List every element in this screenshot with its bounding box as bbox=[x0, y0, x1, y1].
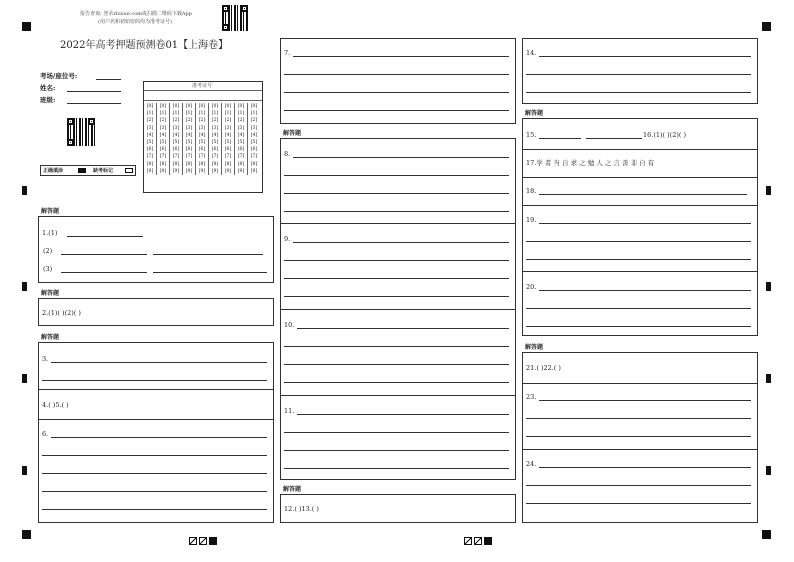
answer-line[interactable] bbox=[42, 473, 267, 474]
admission-digit-bubble[interactable]: [8] bbox=[196, 161, 209, 168]
admission-digit-bubble[interactable]: [2] bbox=[170, 117, 183, 124]
answer-line[interactable] bbox=[284, 74, 509, 75]
admission-digit-bubble[interactable]: [8] bbox=[170, 161, 183, 168]
answer-line[interactable] bbox=[539, 400, 751, 401]
admission-digit-bubble[interactable]: [0] bbox=[209, 103, 222, 110]
admission-digit-bubble[interactable]: [3] bbox=[209, 125, 222, 132]
section-heading: 解答题 bbox=[41, 290, 60, 297]
admission-digit-bubble[interactable]: [8] bbox=[146, 161, 154, 167]
answer-box-q15-q20 bbox=[522, 118, 758, 336]
admission-digit-bubble[interactable]: [2] bbox=[248, 117, 261, 124]
admission-digit-bubble[interactable]: [7] bbox=[146, 154, 154, 160]
admission-digit-bubble[interactable]: [0] bbox=[183, 103, 196, 110]
answer-line[interactable] bbox=[526, 503, 751, 504]
admission-digit-bubble[interactable]: [4] bbox=[157, 132, 170, 139]
admission-digit-bubble[interactable]: [2] bbox=[209, 117, 222, 124]
timing-mark bbox=[22, 374, 27, 383]
admission-digit-bubble[interactable]: [4] bbox=[235, 132, 248, 139]
q1-part3-line[interactable] bbox=[61, 272, 147, 273]
admission-digit-bubble[interactable]: [2] bbox=[222, 117, 235, 124]
q10-label: 10. bbox=[284, 321, 295, 329]
correct-fill-sample bbox=[78, 168, 86, 173]
admission-digit-bubble[interactable]: [5] bbox=[183, 139, 196, 146]
answer-line[interactable] bbox=[284, 468, 509, 469]
admission-digit-bubble[interactable]: [1] bbox=[157, 110, 170, 117]
registration-mark bbox=[22, 22, 31, 31]
q1-part3-line[interactable] bbox=[153, 272, 267, 273]
answer-line[interactable] bbox=[284, 364, 509, 365]
admission-digit-bubble[interactable]: [1] bbox=[248, 110, 261, 117]
q1-part1-label: 1.(1) bbox=[42, 229, 58, 237]
q23-label: 23. bbox=[526, 393, 537, 401]
answer-line[interactable] bbox=[284, 211, 509, 212]
admission-digit-bubble[interactable]: [3] bbox=[170, 125, 183, 132]
report-notice: 报告查询: 登录zhixue.com或扫描二维码下载App bbox=[80, 11, 192, 17]
admission-digit-bubble[interactable]: [7] bbox=[170, 153, 183, 160]
answer-line[interactable] bbox=[284, 193, 509, 194]
answer-line[interactable] bbox=[526, 485, 751, 486]
admission-digit-bubble[interactable]: [4] bbox=[183, 132, 196, 139]
admission-digit-bubble[interactable]: [7] bbox=[157, 153, 170, 160]
q11-label: 11. bbox=[284, 407, 295, 415]
q21-q22-label: 21.( )22.( ) bbox=[526, 364, 561, 372]
answer-line[interactable] bbox=[539, 138, 581, 139]
admission-digit-bubble[interactable]: [6] bbox=[170, 146, 183, 153]
answer-line[interactable] bbox=[526, 92, 751, 93]
q1-part2-label: (2) bbox=[43, 247, 53, 255]
admission-digit-bubble[interactable]: [0] bbox=[157, 103, 170, 110]
admission-digit-bubble[interactable]: [5] bbox=[209, 139, 222, 146]
registration-mark bbox=[762, 530, 771, 539]
page-marker bbox=[464, 530, 492, 549]
class-label: 班级: bbox=[40, 96, 56, 104]
answer-box-q12-q13 bbox=[280, 494, 516, 523]
q7-label: 7. bbox=[284, 49, 291, 57]
admission-title: 准考证号 bbox=[192, 83, 213, 89]
fill-legend bbox=[40, 165, 136, 176]
login-notice: (用户名和初始密码均为准考证号) bbox=[98, 19, 172, 25]
q9-label: 9. bbox=[284, 235, 291, 243]
answer-line[interactable] bbox=[42, 380, 267, 381]
admission-digit-bubble[interactable]: [1] bbox=[209, 110, 222, 117]
room-seat-field[interactable] bbox=[96, 79, 121, 80]
answer-line[interactable] bbox=[526, 436, 751, 437]
absent-mark-checkbox[interactable] bbox=[125, 168, 133, 173]
answer-box-q2 bbox=[38, 298, 274, 326]
timing-mark bbox=[766, 374, 771, 383]
answer-line[interactable] bbox=[539, 290, 751, 291]
answer-line[interactable] bbox=[284, 296, 509, 297]
admission-digit-bubble[interactable]: [1] bbox=[183, 110, 196, 117]
q19-label: 19. bbox=[526, 216, 537, 224]
section-heading: 解答题 bbox=[283, 486, 302, 493]
q1-part2-line[interactable] bbox=[153, 254, 263, 255]
q1-part1-line[interactable] bbox=[67, 236, 143, 237]
admission-digit-bubble[interactable]: [3] bbox=[146, 125, 154, 131]
admission-digit-bubble[interactable]: [9] bbox=[222, 168, 235, 175]
room-seat-label: 考场/座位号: bbox=[40, 72, 78, 80]
answer-line[interactable] bbox=[284, 110, 509, 111]
admission-digit-bubble[interactable]: [1] bbox=[222, 110, 235, 117]
admission-digit-bubble[interactable]: [6] bbox=[248, 146, 261, 153]
timing-mark bbox=[766, 186, 771, 195]
admission-digit-bubble[interactable]: [7] bbox=[183, 153, 196, 160]
admission-number-box bbox=[143, 81, 263, 193]
admission-digit-bubble[interactable]: [8] bbox=[157, 161, 170, 168]
q1-part3-label: (3) bbox=[43, 265, 53, 273]
admission-digit-bubble[interactable]: [6] bbox=[183, 146, 196, 153]
admission-digit-bubble[interactable]: [5] bbox=[146, 140, 154, 146]
q2-label: 2.(1)( )(2)( ) bbox=[42, 309, 81, 317]
admission-digit-bubble[interactable]: [6] bbox=[146, 147, 154, 153]
answer-line[interactable] bbox=[526, 259, 751, 260]
q18-label: 18. bbox=[526, 187, 537, 195]
timing-mark bbox=[766, 282, 771, 291]
answer-line[interactable] bbox=[42, 455, 267, 456]
admission-digit-bubble[interactable]: [9] bbox=[235, 168, 248, 175]
admission-digit-bubble[interactable]: [7] bbox=[196, 153, 209, 160]
answer-line[interactable] bbox=[586, 138, 642, 139]
timing-mark bbox=[22, 186, 27, 195]
page-title: 2022年高考押题预测卷01【上海卷】 bbox=[60, 40, 229, 51]
q8-label: 8. bbox=[284, 150, 291, 158]
q16-label: 16.(1)( )(2)( ) bbox=[643, 131, 687, 139]
section-heading: 解答题 bbox=[525, 344, 544, 351]
name-field[interactable] bbox=[67, 91, 121, 92]
admission-digit-bubble[interactable]: [6] bbox=[157, 146, 170, 153]
timing-mark bbox=[22, 282, 27, 291]
admission-digit-bubble[interactable]: [1] bbox=[235, 110, 248, 117]
admission-digit-grid[interactable] bbox=[144, 103, 260, 175]
admission-digit-bubble[interactable]: [8] bbox=[235, 161, 248, 168]
answer-line[interactable] bbox=[51, 437, 267, 438]
answer-line[interactable] bbox=[526, 418, 751, 419]
admission-digit-bubble[interactable]: [3] bbox=[235, 125, 248, 132]
q15-label: 15. bbox=[526, 131, 537, 139]
admission-digit-bubble[interactable]: [6] bbox=[235, 146, 248, 153]
admission-digit-bubble[interactable]: [3] bbox=[183, 125, 196, 132]
answer-line[interactable] bbox=[42, 509, 267, 510]
answer-line[interactable] bbox=[539, 467, 751, 468]
answer-line[interactable] bbox=[293, 56, 509, 57]
admission-digit-bubble[interactable]: [4] bbox=[248, 132, 261, 139]
admission-digit-bubble[interactable]: [0] bbox=[235, 103, 248, 110]
class-field[interactable] bbox=[67, 103, 121, 104]
admission-digit-bubble[interactable]: [5] bbox=[196, 139, 209, 146]
answer-line[interactable] bbox=[284, 260, 509, 261]
answer-line[interactable] bbox=[539, 194, 747, 195]
section-heading: 解答题 bbox=[41, 208, 60, 215]
page-marker bbox=[189, 530, 217, 549]
admission-digit-bubble[interactable]: [3] bbox=[196, 125, 209, 132]
admission-digit-bubble[interactable]: [4] bbox=[170, 132, 183, 139]
admission-digit-bubble[interactable]: [5] bbox=[157, 139, 170, 146]
admission-digit-bubble[interactable]: [5] bbox=[222, 139, 235, 146]
answer-box-q8-q11 bbox=[280, 138, 516, 480]
admission-digit-bubble[interactable]: [8] bbox=[222, 161, 235, 168]
admission-digit-bubble[interactable]: [2] bbox=[183, 117, 196, 124]
admission-digit-bubble[interactable]: [3] bbox=[222, 125, 235, 132]
answer-line[interactable] bbox=[297, 414, 509, 415]
admission-digit-bubble[interactable]: [1] bbox=[170, 110, 183, 117]
admission-digit-bubble[interactable]: [4] bbox=[209, 132, 222, 139]
admission-digit-bubble[interactable]: [2] bbox=[196, 117, 209, 124]
answer-box-q14 bbox=[522, 38, 758, 104]
admission-digit-bubble[interactable]: [4] bbox=[196, 132, 209, 139]
absent-mark-label: 缺考标记 bbox=[93, 168, 114, 174]
answer-line[interactable] bbox=[526, 241, 751, 242]
admission-digit-bubble[interactable]: [2] bbox=[157, 117, 170, 124]
correct-fill-label: 正确填涂 bbox=[43, 168, 64, 174]
admission-digit-bubble[interactable]: [0] bbox=[196, 103, 209, 110]
timing-mark bbox=[766, 466, 771, 475]
answer-line[interactable] bbox=[284, 346, 509, 347]
registration-mark bbox=[22, 530, 31, 539]
admission-digit-bubble[interactable]: [7] bbox=[222, 153, 235, 160]
admission-digit-bubble[interactable]: [9] bbox=[183, 168, 196, 175]
answer-line[interactable] bbox=[526, 308, 751, 309]
admission-digit-bubble[interactable]: [6] bbox=[209, 146, 222, 153]
answer-line[interactable] bbox=[539, 223, 751, 224]
answer-line[interactable] bbox=[284, 92, 509, 93]
admission-digit-bubble[interactable]: [9] bbox=[209, 168, 222, 175]
admission-digit-bubble[interactable]: [0] bbox=[146, 104, 154, 110]
admission-digit-bubble[interactable]: [2] bbox=[235, 117, 248, 124]
admission-digit-bubble[interactable]: [3] bbox=[248, 125, 261, 132]
answer-line[interactable] bbox=[42, 491, 267, 492]
section-heading: 解答题 bbox=[283, 130, 302, 137]
answer-line[interactable] bbox=[284, 278, 509, 279]
registration-mark bbox=[762, 22, 771, 31]
admission-digit-bubble[interactable]: [7] bbox=[248, 153, 261, 160]
q12-q13-label: 12.( )13.( ) bbox=[284, 505, 319, 513]
timing-mark bbox=[22, 466, 27, 475]
admission-digit-bubble[interactable]: [6] bbox=[196, 146, 209, 153]
admission-digit-bubble[interactable]: [6] bbox=[222, 146, 235, 153]
q4-q5-label: 4.( )5.( ) bbox=[42, 401, 69, 409]
admission-digit-bubble[interactable]: [9] bbox=[248, 168, 261, 175]
section-heading: 解答题 bbox=[525, 110, 544, 117]
answer-line[interactable] bbox=[526, 326, 751, 327]
admission-digit-bubble[interactable]: [7] bbox=[209, 153, 222, 160]
admission-digit-bubble[interactable]: [5] bbox=[248, 139, 261, 146]
answer-box-q3-q6 bbox=[38, 342, 274, 523]
admission-digit-bubble[interactable]: [5] bbox=[170, 139, 183, 146]
admission-digit-bubble[interactable]: [5] bbox=[235, 139, 248, 146]
answer-line[interactable] bbox=[284, 450, 509, 451]
admission-digit-bubble[interactable]: [4] bbox=[146, 132, 154, 138]
admission-digit-bubble[interactable]: [8] bbox=[209, 161, 222, 168]
barcode-qr-icon bbox=[67, 118, 95, 146]
q6-label: 6. bbox=[42, 430, 49, 438]
q14-label: 14. bbox=[526, 49, 537, 57]
admission-digit-bubble[interactable]: [0] bbox=[170, 103, 183, 110]
admission-digit-bubble[interactable]: [0] bbox=[248, 103, 261, 110]
admission-digit-bubble[interactable]: [8] bbox=[248, 161, 261, 168]
answer-line[interactable] bbox=[284, 382, 509, 383]
answer-box-q21-q24 bbox=[522, 352, 758, 523]
answer-line[interactable] bbox=[284, 432, 509, 433]
answer-line[interactable] bbox=[526, 74, 751, 75]
qr-code-icon bbox=[222, 5, 248, 31]
answer-line[interactable] bbox=[297, 328, 509, 329]
q20-label: 20. bbox=[526, 283, 537, 291]
answer-line[interactable] bbox=[51, 362, 267, 363]
name-label: 姓名: bbox=[40, 84, 56, 92]
answer-line[interactable] bbox=[293, 157, 509, 158]
admission-digit-bubble[interactable]: [9] bbox=[146, 168, 154, 174]
q1-part2-line[interactable] bbox=[61, 254, 147, 255]
admission-digit-bubble[interactable]: [4] bbox=[222, 132, 235, 139]
answer-line[interactable] bbox=[539, 56, 751, 57]
answer-line[interactable] bbox=[284, 175, 509, 176]
admission-digit-bubble[interactable]: [7] bbox=[235, 153, 248, 160]
admission-digit-bubble[interactable]: [1] bbox=[146, 111, 154, 117]
admission-digit-bubble[interactable]: [8] bbox=[183, 161, 196, 168]
q17-label: 17.学 者 当 自 求 之 勉 人 之 言 善 非 自 有 bbox=[526, 159, 655, 167]
section-heading: 解答题 bbox=[41, 334, 60, 341]
answer-box-q1 bbox=[38, 216, 274, 283]
q3-label: 3. bbox=[42, 355, 49, 363]
admission-digit-bubble[interactable]: [3] bbox=[157, 125, 170, 132]
admission-digit-bubble[interactable]: [0] bbox=[222, 103, 235, 110]
admission-digit-bubble[interactable]: [9] bbox=[196, 168, 209, 175]
admission-digit-bubble[interactable]: [9] bbox=[170, 168, 183, 175]
admission-digit-bubble[interactable]: [9] bbox=[157, 168, 170, 175]
answer-box-q7 bbox=[280, 38, 516, 124]
admission-digit-bubble[interactable]: [2] bbox=[146, 118, 154, 124]
admission-digit-bubble[interactable]: [1] bbox=[196, 110, 209, 117]
q24-label: 24. bbox=[526, 460, 537, 468]
answer-line[interactable] bbox=[293, 242, 509, 243]
